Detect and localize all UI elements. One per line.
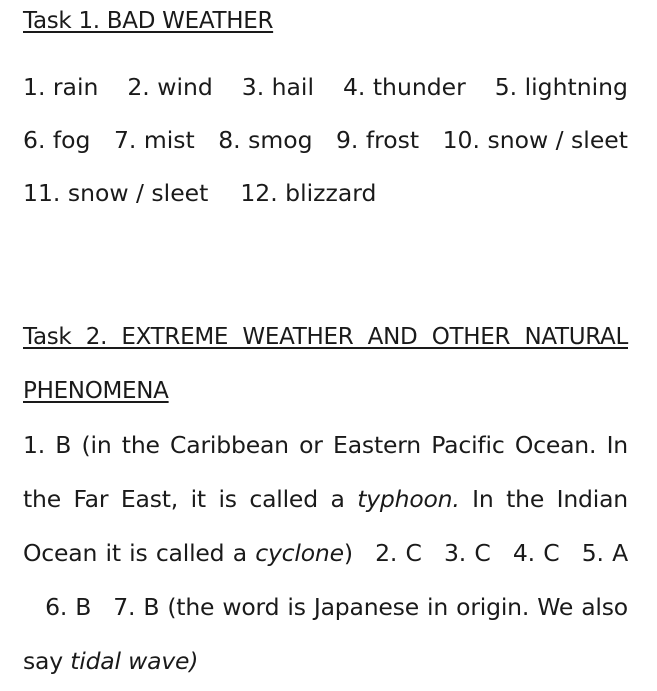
task1-answer: 1. rain	[23, 73, 99, 101]
task1-answer: 11. snow / sleet	[23, 179, 209, 207]
task2-answer-6: 6. B	[45, 593, 92, 621]
task1-answer: 9. frost	[335, 126, 420, 154]
task1-answer: 4. thunder	[342, 73, 466, 101]
task1-answer: 8. smog	[218, 126, 313, 154]
task2-answers-paragraph	[23, 418, 628, 688]
task1-answer: 3. hail	[241, 73, 314, 101]
task1-answer-row	[23, 72, 628, 102]
task1-answer: 2. wind	[127, 73, 213, 101]
task1-answer-row	[23, 178, 628, 208]
task1-answer: 10. snow / sleet	[442, 126, 628, 154]
task1-answer: 12. blizzard	[240, 179, 377, 207]
task2-term-cyclone: cyclone	[255, 539, 344, 567]
task2-answer-1-text: 1. B (in the Caribbean or Eastern Pacific Ocean. In the Far East, it is called a	[23, 431, 628, 513]
task1-answer: 5. lightning	[494, 73, 628, 101]
task2-answer-2: 2. C	[375, 539, 422, 567]
task2-answer-5: 5. A	[581, 539, 628, 567]
task2-answer-3: 3. C	[444, 539, 491, 567]
task1-answer: 6. fog	[23, 126, 91, 154]
task1-heading: Task 1. BAD WEATHER	[23, 8, 274, 34]
task1-answer: 7. mist	[113, 126, 195, 154]
task2-answer-4: 4. C	[512, 539, 560, 567]
task1-answer-row	[23, 125, 628, 155]
task2-term-tidal-wave: tidal wave)	[70, 647, 199, 675]
task2-heading: Task 2. EXTREME WEATHER AND OTHER NATURAL PHENOMENA	[23, 324, 628, 404]
task2-answer-1-text: )	[343, 539, 353, 567]
task2-answer-1-text: In the Indian Ocean it is called a	[23, 485, 628, 567]
task2-answer-7-text: 7. B (the word is Japanese in origin. We also say	[23, 593, 628, 675]
task2-term-typhoon: typhoon.	[357, 485, 460, 513]
